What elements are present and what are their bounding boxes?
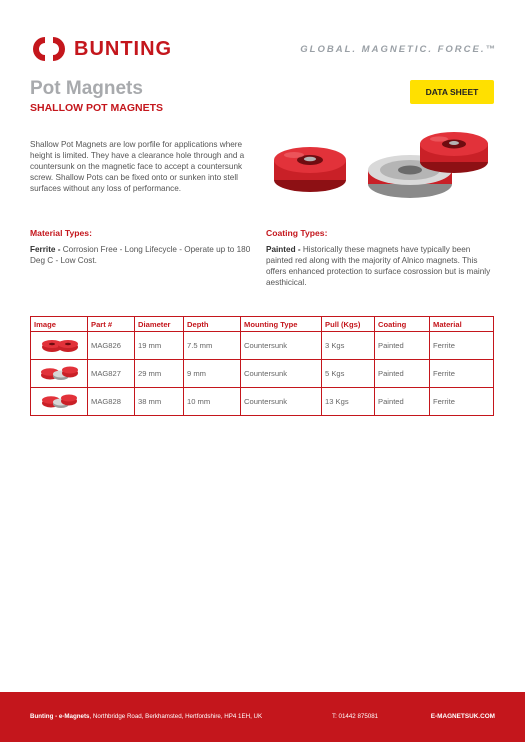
page-subtitle: SHALLOW POT MAGNETS: [30, 102, 163, 114]
cell-diameter: 29 mm: [135, 360, 184, 388]
coating-name: Painted -: [266, 245, 303, 254]
cell-mounting: Countersunk: [241, 388, 322, 416]
table-header-row: [31, 317, 494, 332]
material-section: [30, 228, 262, 266]
cell-depth: 9 mm: [184, 360, 241, 388]
bunting-logo-mark-icon: [30, 34, 68, 64]
material-text: Corrosion Free - Long Lifecycle - Operate up to 180 Deg C - Low Cost.: [30, 245, 251, 265]
col-image: Image: [31, 317, 88, 332]
brand-tagline: GLOBAL. MAGNETIC. FORCE.™: [300, 44, 497, 55]
col-depth: Depth: [184, 317, 241, 332]
magnet-thumbnail-icon: [39, 336, 79, 354]
table-row: [31, 360, 494, 388]
cell-part: MAG828: [88, 388, 135, 416]
brand-name: BUNTING: [74, 37, 173, 60]
cell-depth: 7.5 mm: [184, 332, 241, 360]
cell-material: Ferrite: [430, 388, 494, 416]
coating-text: Historically these magnets have typically been painted red along with the majority of Alnico magnets. This offers enhanced protection to surface cosrossion but is mainly aesthicical.: [266, 245, 491, 287]
cell-depth: 10 mm: [184, 388, 241, 416]
magnet-thumbnail-icon: [39, 364, 79, 382]
footer-website-link[interactable]: E-MAGNETSUK.COM: [430, 713, 495, 720]
table-row: [31, 388, 494, 416]
cell-coating: Painted: [375, 388, 430, 416]
col-material: Material: [430, 317, 494, 332]
data-sheet-badge: DATA SHEET: [410, 80, 494, 104]
table-row: [31, 332, 494, 360]
cell-material: Ferrite: [430, 360, 494, 388]
footer-company: Bunting - e-Magnets: [30, 713, 90, 720]
cell-diameter: 38 mm: [135, 388, 184, 416]
pot-magnets-photo: [272, 122, 494, 210]
cell-coating: Painted: [375, 332, 430, 360]
coating-heading: Coating Types:: [266, 228, 328, 238]
col-mounting: Mounting Type: [241, 317, 322, 332]
page-title: Pot Magnets: [30, 78, 143, 99]
cell-diameter: 19 mm: [135, 332, 184, 360]
product-thumbnail: [31, 360, 88, 388]
col-coating: Coating: [375, 317, 430, 332]
spec-table: [30, 316, 494, 416]
footer-telephone: T: 01442 875081: [332, 713, 379, 720]
col-pull: Pull (Kgs): [322, 317, 375, 332]
footer-address-text: , Northbridge Road, Berkhamsted, Hertfordshire, HP4 1EH, UK: [89, 713, 263, 720]
cell-pull: 5 Kgs: [322, 360, 375, 388]
cell-mounting: Countersunk: [241, 332, 322, 360]
product-thumbnail: [31, 388, 88, 416]
cell-part: MAG827: [88, 360, 135, 388]
footer-address: [30, 713, 262, 720]
cell-part: MAG826: [88, 332, 135, 360]
material-name: Ferrite -: [30, 245, 63, 254]
coating-body: [266, 244, 496, 288]
col-part: Part #: [88, 317, 135, 332]
cell-material: Ferrite: [430, 332, 494, 360]
intro-paragraph: Shallow Pot Magnets are low porfile for applications where height is limited. They have a clearance hole through and a countersunk on the magnetic face to accept a countersunk screw. Shallow Pots can be fixed onto or sunken into stell surfaces without any loss of performance.: [30, 140, 245, 193]
col-diameter: Diameter: [135, 317, 184, 332]
magnet-thumbnail-icon: [39, 392, 79, 410]
bunting-logo: [30, 34, 220, 64]
coating-section: [266, 228, 496, 288]
product-thumbnail: [31, 332, 88, 360]
cell-pull: 3 Kgs: [322, 332, 375, 360]
material-body: [30, 244, 262, 266]
cell-pull: 13 Kgs: [322, 388, 375, 416]
cell-mounting: Countersunk: [241, 360, 322, 388]
cell-coating: Painted: [375, 360, 430, 388]
material-heading: Material Types:: [30, 228, 92, 238]
